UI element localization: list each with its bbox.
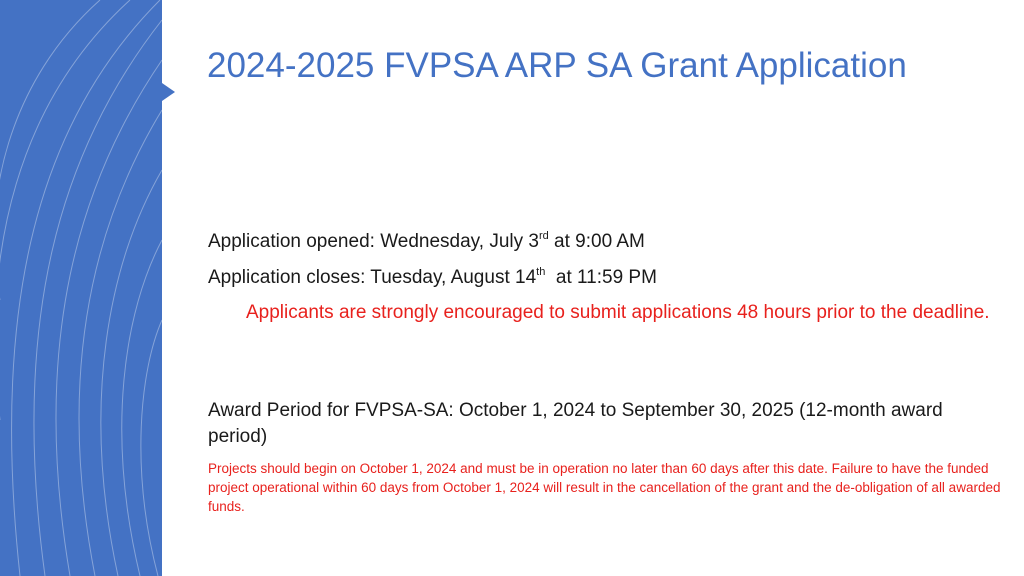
submission-recommendation: Applicants are strongly encouraged to submit applications 48 hours prior to the deadline.: [246, 302, 990, 323]
closes-time: at 11:59 PM: [545, 267, 657, 288]
closes-text: Application closes: Tuesday, August 14: [208, 267, 537, 288]
opened-text: Application opened: Wednesday, July 3: [208, 231, 539, 252]
application-opened-line: [208, 229, 645, 254]
operation-requirement-note: Projects should begin on October 1, 2024 and must be in operation no later than 60 days after this date. Failure to have the funded project operational within 60 days from October 1, 2024 will result in the cancellation of the grant and the de-obligation of all awarded funds.: [208, 461, 1001, 514]
slide-title: 2024-2025 FVPSA ARP SA Grant Application: [207, 46, 907, 85]
decorative-arcs: [0, 0, 162, 576]
closes-ordinal: th: [536, 265, 546, 278]
decorative-side-band: [0, 0, 162, 576]
opened-ordinal: rd: [538, 229, 549, 242]
application-closes-line: [208, 265, 657, 290]
opened-time: at 9:00 AM: [548, 231, 645, 252]
title-pointer-icon: [162, 83, 175, 101]
award-period: Award Period for FVPSA-SA: October 1, 2024 to September 30, 2025 (12-month award period): [208, 400, 943, 447]
